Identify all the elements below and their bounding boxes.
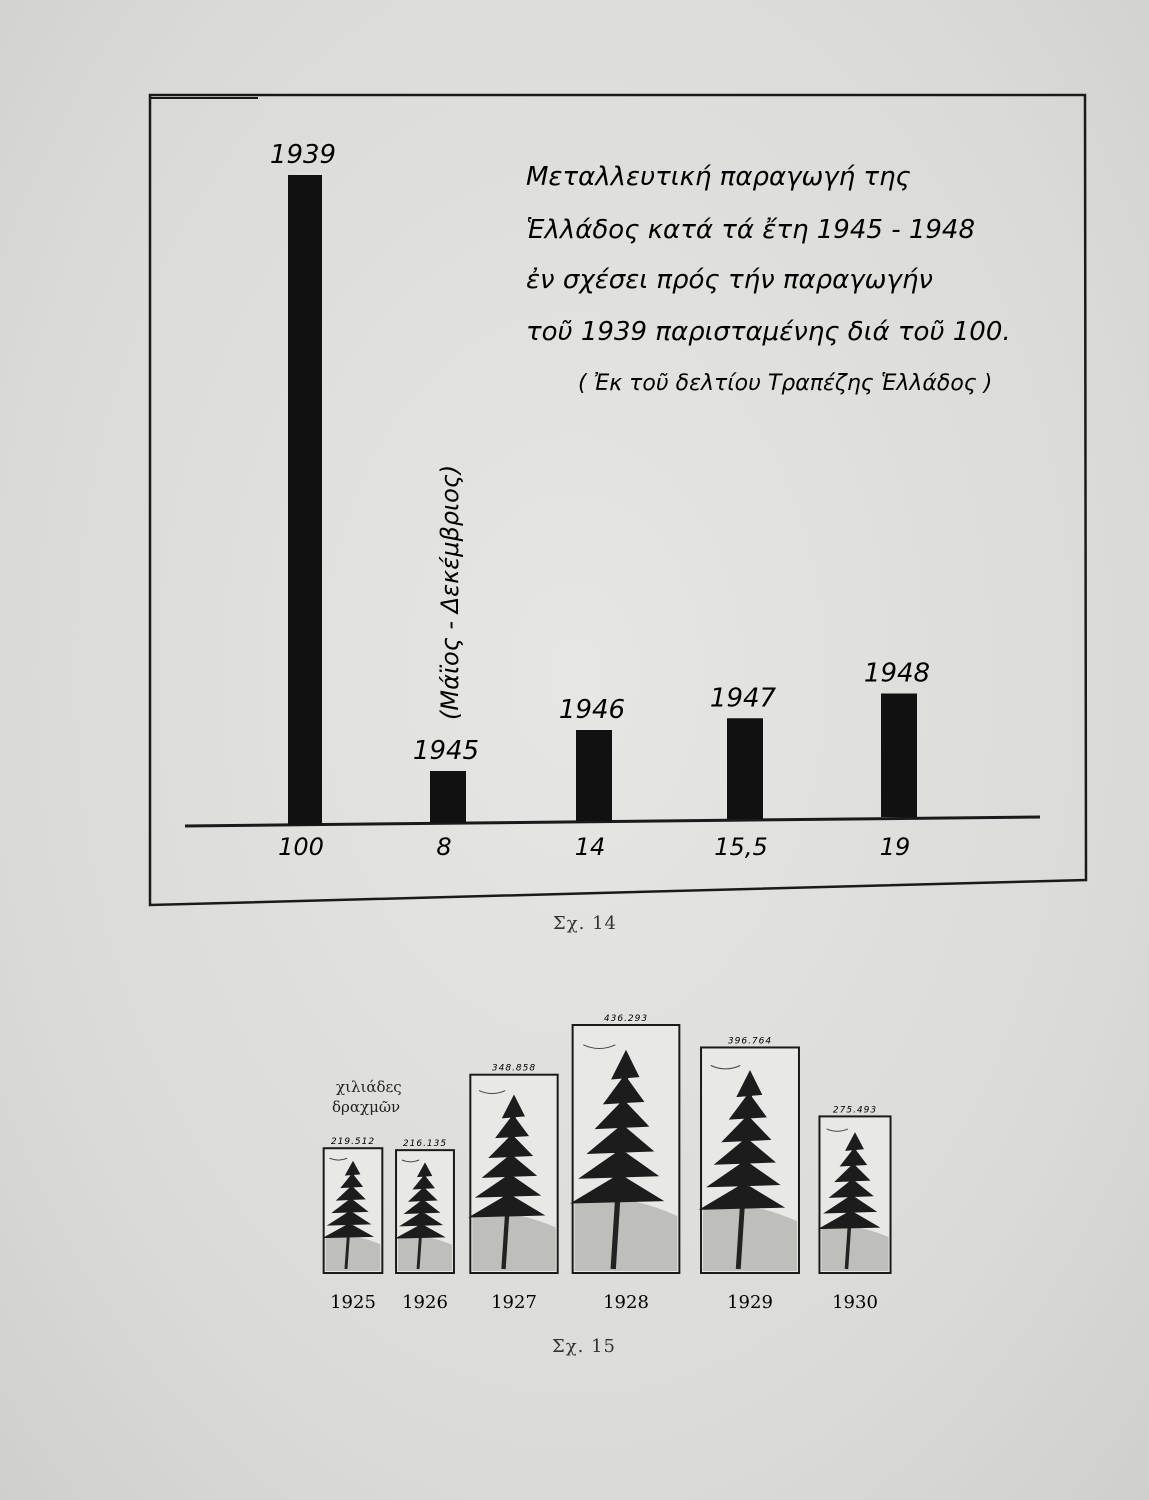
period-annotation: (Μάϊος - Δεκέμβριος) bbox=[436, 464, 464, 720]
panel-value-label: 216.135 bbox=[402, 1139, 448, 1150]
panel-value-label: 396.764 bbox=[727, 1036, 773, 1047]
tree-panel-1928 bbox=[570, 1014, 679, 1313]
bar-year-label: 1939 bbox=[269, 140, 337, 170]
panel-year-label: 1925 bbox=[330, 1292, 376, 1313]
tree-panel-1925 bbox=[322, 1137, 382, 1313]
panel-value-label: 436.293 bbox=[603, 1014, 649, 1024]
panel-value-label: 275.493 bbox=[832, 1105, 878, 1116]
tree-panel-1930 bbox=[818, 1105, 891, 1313]
bar-year-label: 1947 bbox=[709, 683, 777, 714]
bar-year-label: 1948 bbox=[863, 658, 931, 689]
bar-value-label: 14 bbox=[574, 833, 606, 861]
panel-value-label: 348.858 bbox=[491, 1063, 537, 1074]
tree-panels-group bbox=[322, 1014, 890, 1313]
bar-year-label: 1946 bbox=[558, 695, 626, 725]
title-line-2: Ἑλλάδος κατά τά ἔτη 1945 - 1948 bbox=[526, 215, 976, 245]
tree-panel-1926 bbox=[395, 1139, 454, 1313]
figure-14-caption: Σχ. 14 bbox=[553, 913, 617, 934]
title-line-1: Μεταλλευτική παραγωγή της bbox=[526, 162, 911, 192]
panel-year-label: 1930 bbox=[832, 1292, 878, 1313]
panel-value-label: 219.512 bbox=[330, 1137, 376, 1148]
panel-year-label: 1928 bbox=[603, 1292, 649, 1313]
panel-year-label: 1929 bbox=[727, 1292, 773, 1313]
panel-year-label: 1926 bbox=[402, 1292, 448, 1313]
panel-year-label: 1927 bbox=[491, 1292, 537, 1313]
tree-panel-1927 bbox=[468, 1064, 558, 1313]
bar-year-label: 1945 bbox=[412, 736, 480, 766]
bar-value-label: 8 bbox=[436, 833, 452, 861]
unit-label-line-1: χιλιάδες bbox=[336, 1078, 402, 1096]
tree-panel-1929 bbox=[699, 1036, 799, 1313]
title-line-4: τοῦ 1939 παρισταμένης διά τοῦ 100. bbox=[526, 317, 1011, 347]
figure-15-caption: Σχ. 15 bbox=[552, 1336, 616, 1357]
bar-value-label: 19 bbox=[879, 833, 911, 861]
bar-value-label: 100 bbox=[278, 833, 324, 861]
title-line-3: ἐν σχέσει πρός τήν παραγωγήν bbox=[526, 265, 933, 295]
bar-value-label: 15,5 bbox=[714, 833, 768, 861]
unit-label-line-2: δραχμῶν bbox=[332, 1098, 401, 1116]
source-note: ( Ἐκ τοῦ δελτίου Τραπέζης Ἑλλάδος ) bbox=[578, 371, 993, 396]
